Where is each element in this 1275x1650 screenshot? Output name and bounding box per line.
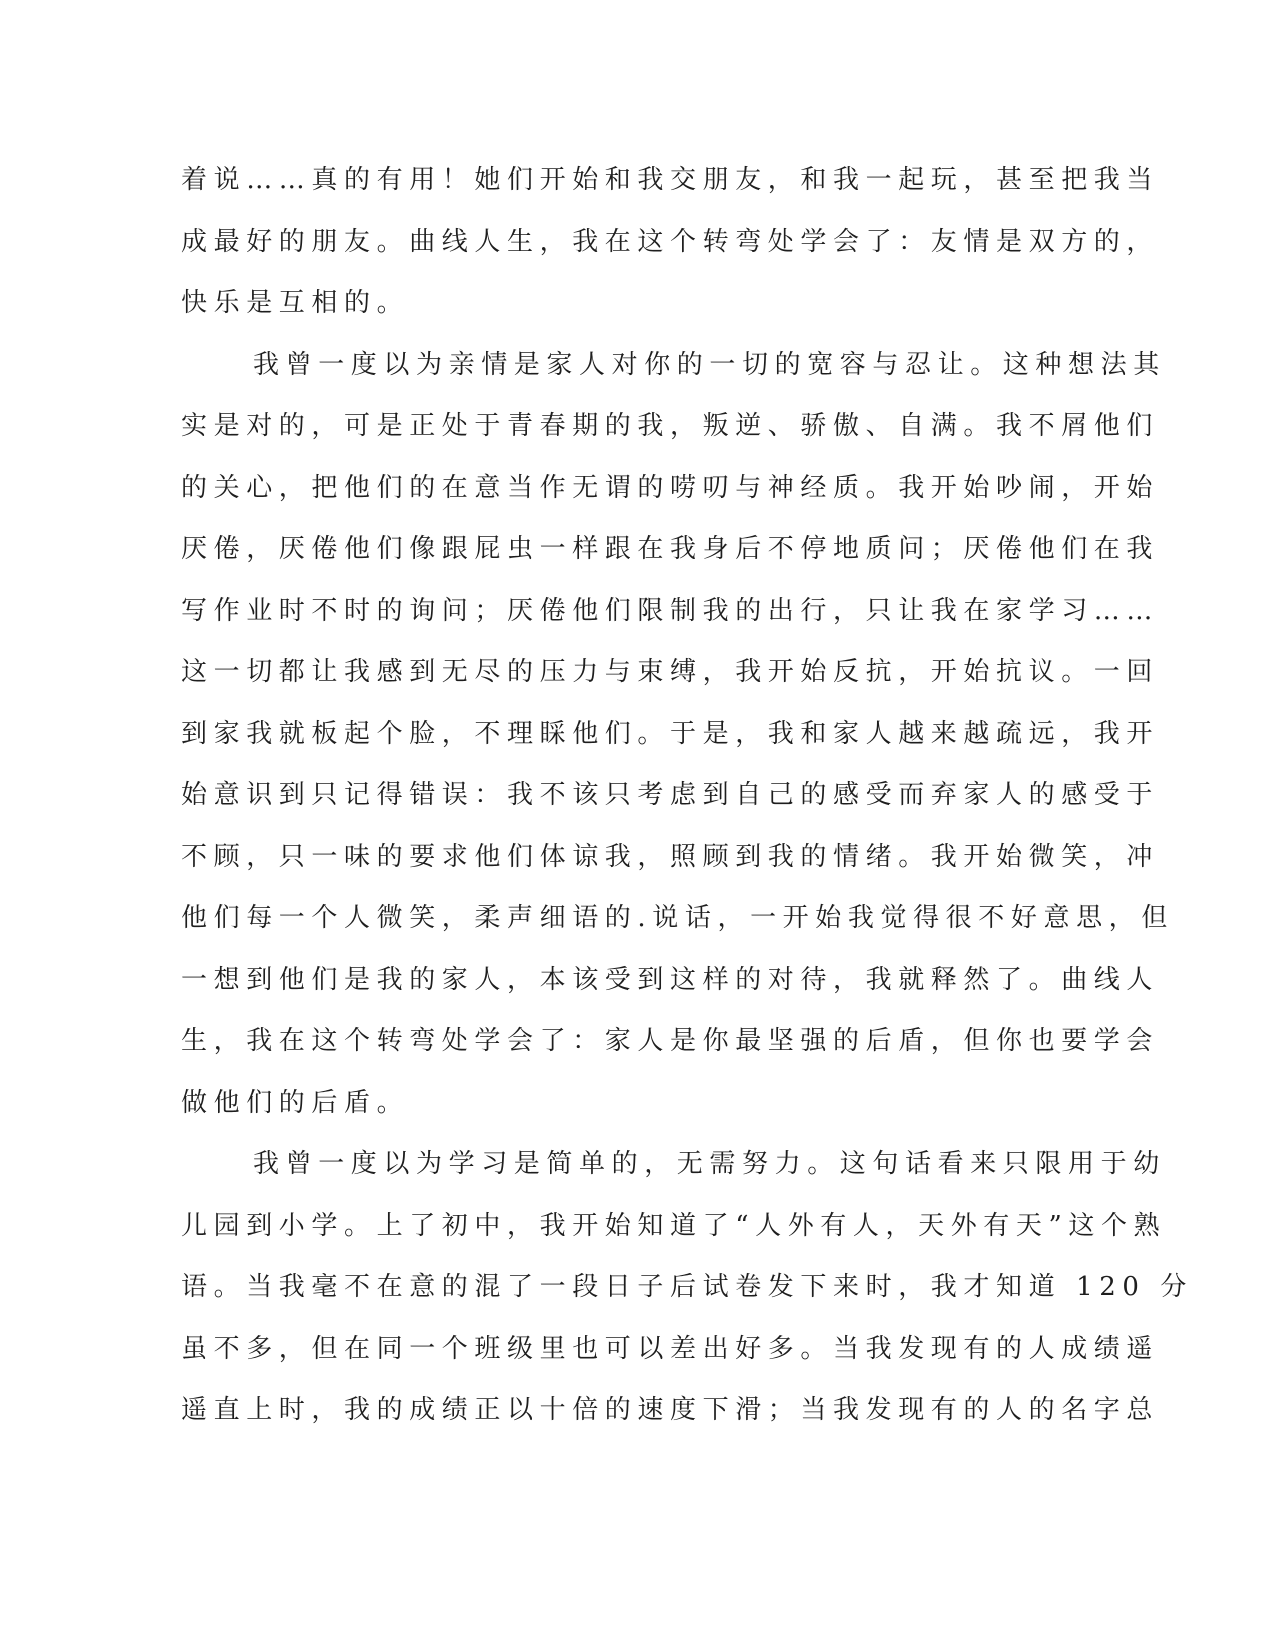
paragraph-3 xyxy=(181,1134,1193,1442)
text-line: 不顾，只一味的要求他们体谅我，照顾到我的情绪。我开始微笑，冲 xyxy=(181,841,1160,872)
text-line: 语。当我毫不在意的混了一段日子后试卷发下来时，我才知道 120 分 xyxy=(181,1272,1193,1302)
text-line: 这一切都让我感到无尽的压力与束缚，我开始反抗，开始抗议。一回 xyxy=(181,657,1160,687)
text-line: 生，我在这个转弯处学会了：家人是你最坚强的后盾，但你也要学会 xyxy=(181,1026,1160,1056)
text-line: 厌倦，厌倦他们像跟屁虫一样跟在我身后不停地质问；厌倦他们在我 xyxy=(181,534,1160,564)
text-line: 成最好的朋友。曲线人生，我在这个转弯处学会了：友情是双方的， xyxy=(181,226,1160,257)
text-line: 实是对的，可是正处于青春期的我，叛逆、骄傲、自满。我不屑他们 xyxy=(181,411,1160,441)
document-body xyxy=(181,150,1193,1442)
text-line: 我曾一度以为学习是简单的，无需努力。这句话看来只限用于幼 xyxy=(253,1149,1166,1179)
text-line: 一想到他们是我的家人，本该受到这样的对待，我就释然了。曲线人 xyxy=(181,964,1160,995)
text-line: 儿园到小学。上了初中，我开始知道了“人外有人，天外有天”这个熟 xyxy=(181,1210,1167,1241)
text-line: 我曾一度以为亲情是家人对你的一切的宽容与忍让。这种想法其 xyxy=(253,349,1166,380)
paragraph-2 xyxy=(181,335,1174,1135)
text-line: 着说……真的有用！她们开始和我交朋友，和我一起玩，甚至把我当 xyxy=(181,165,1160,195)
text-line: 始意识到只记得错误：我不该只考虑到自己的感受而弃家人的感受于 xyxy=(181,780,1160,810)
text-line: 到家我就板起个脸，不理睬他们。于是，我和家人越来越疏远，我开 xyxy=(181,718,1160,749)
text-line: 虽不多，但在同一个班级里也可以差出好多。当我发现有的人成绩遥 xyxy=(181,1333,1160,1364)
text-line: 他们每一个人微笑，柔声细语的.说话，一开始我觉得很不好意思，但 xyxy=(181,903,1174,933)
paragraph-1 xyxy=(181,150,1160,335)
text-line: 的关心，把他们的在意当作无谓的唠叨与神经质。我开始吵闹，开始 xyxy=(181,472,1160,503)
text-line: 快乐是互相的。 xyxy=(181,288,410,318)
text-line: 做他们的后盾。 xyxy=(181,1087,410,1118)
text-line: 写作业时不时的询问；厌倦他们限制我的出行，只让我在家学习…… xyxy=(181,595,1160,626)
text-line: 遥直上时，我的成绩正以十倍的速度下滑；当我发现有的人的名字总 xyxy=(181,1395,1160,1425)
